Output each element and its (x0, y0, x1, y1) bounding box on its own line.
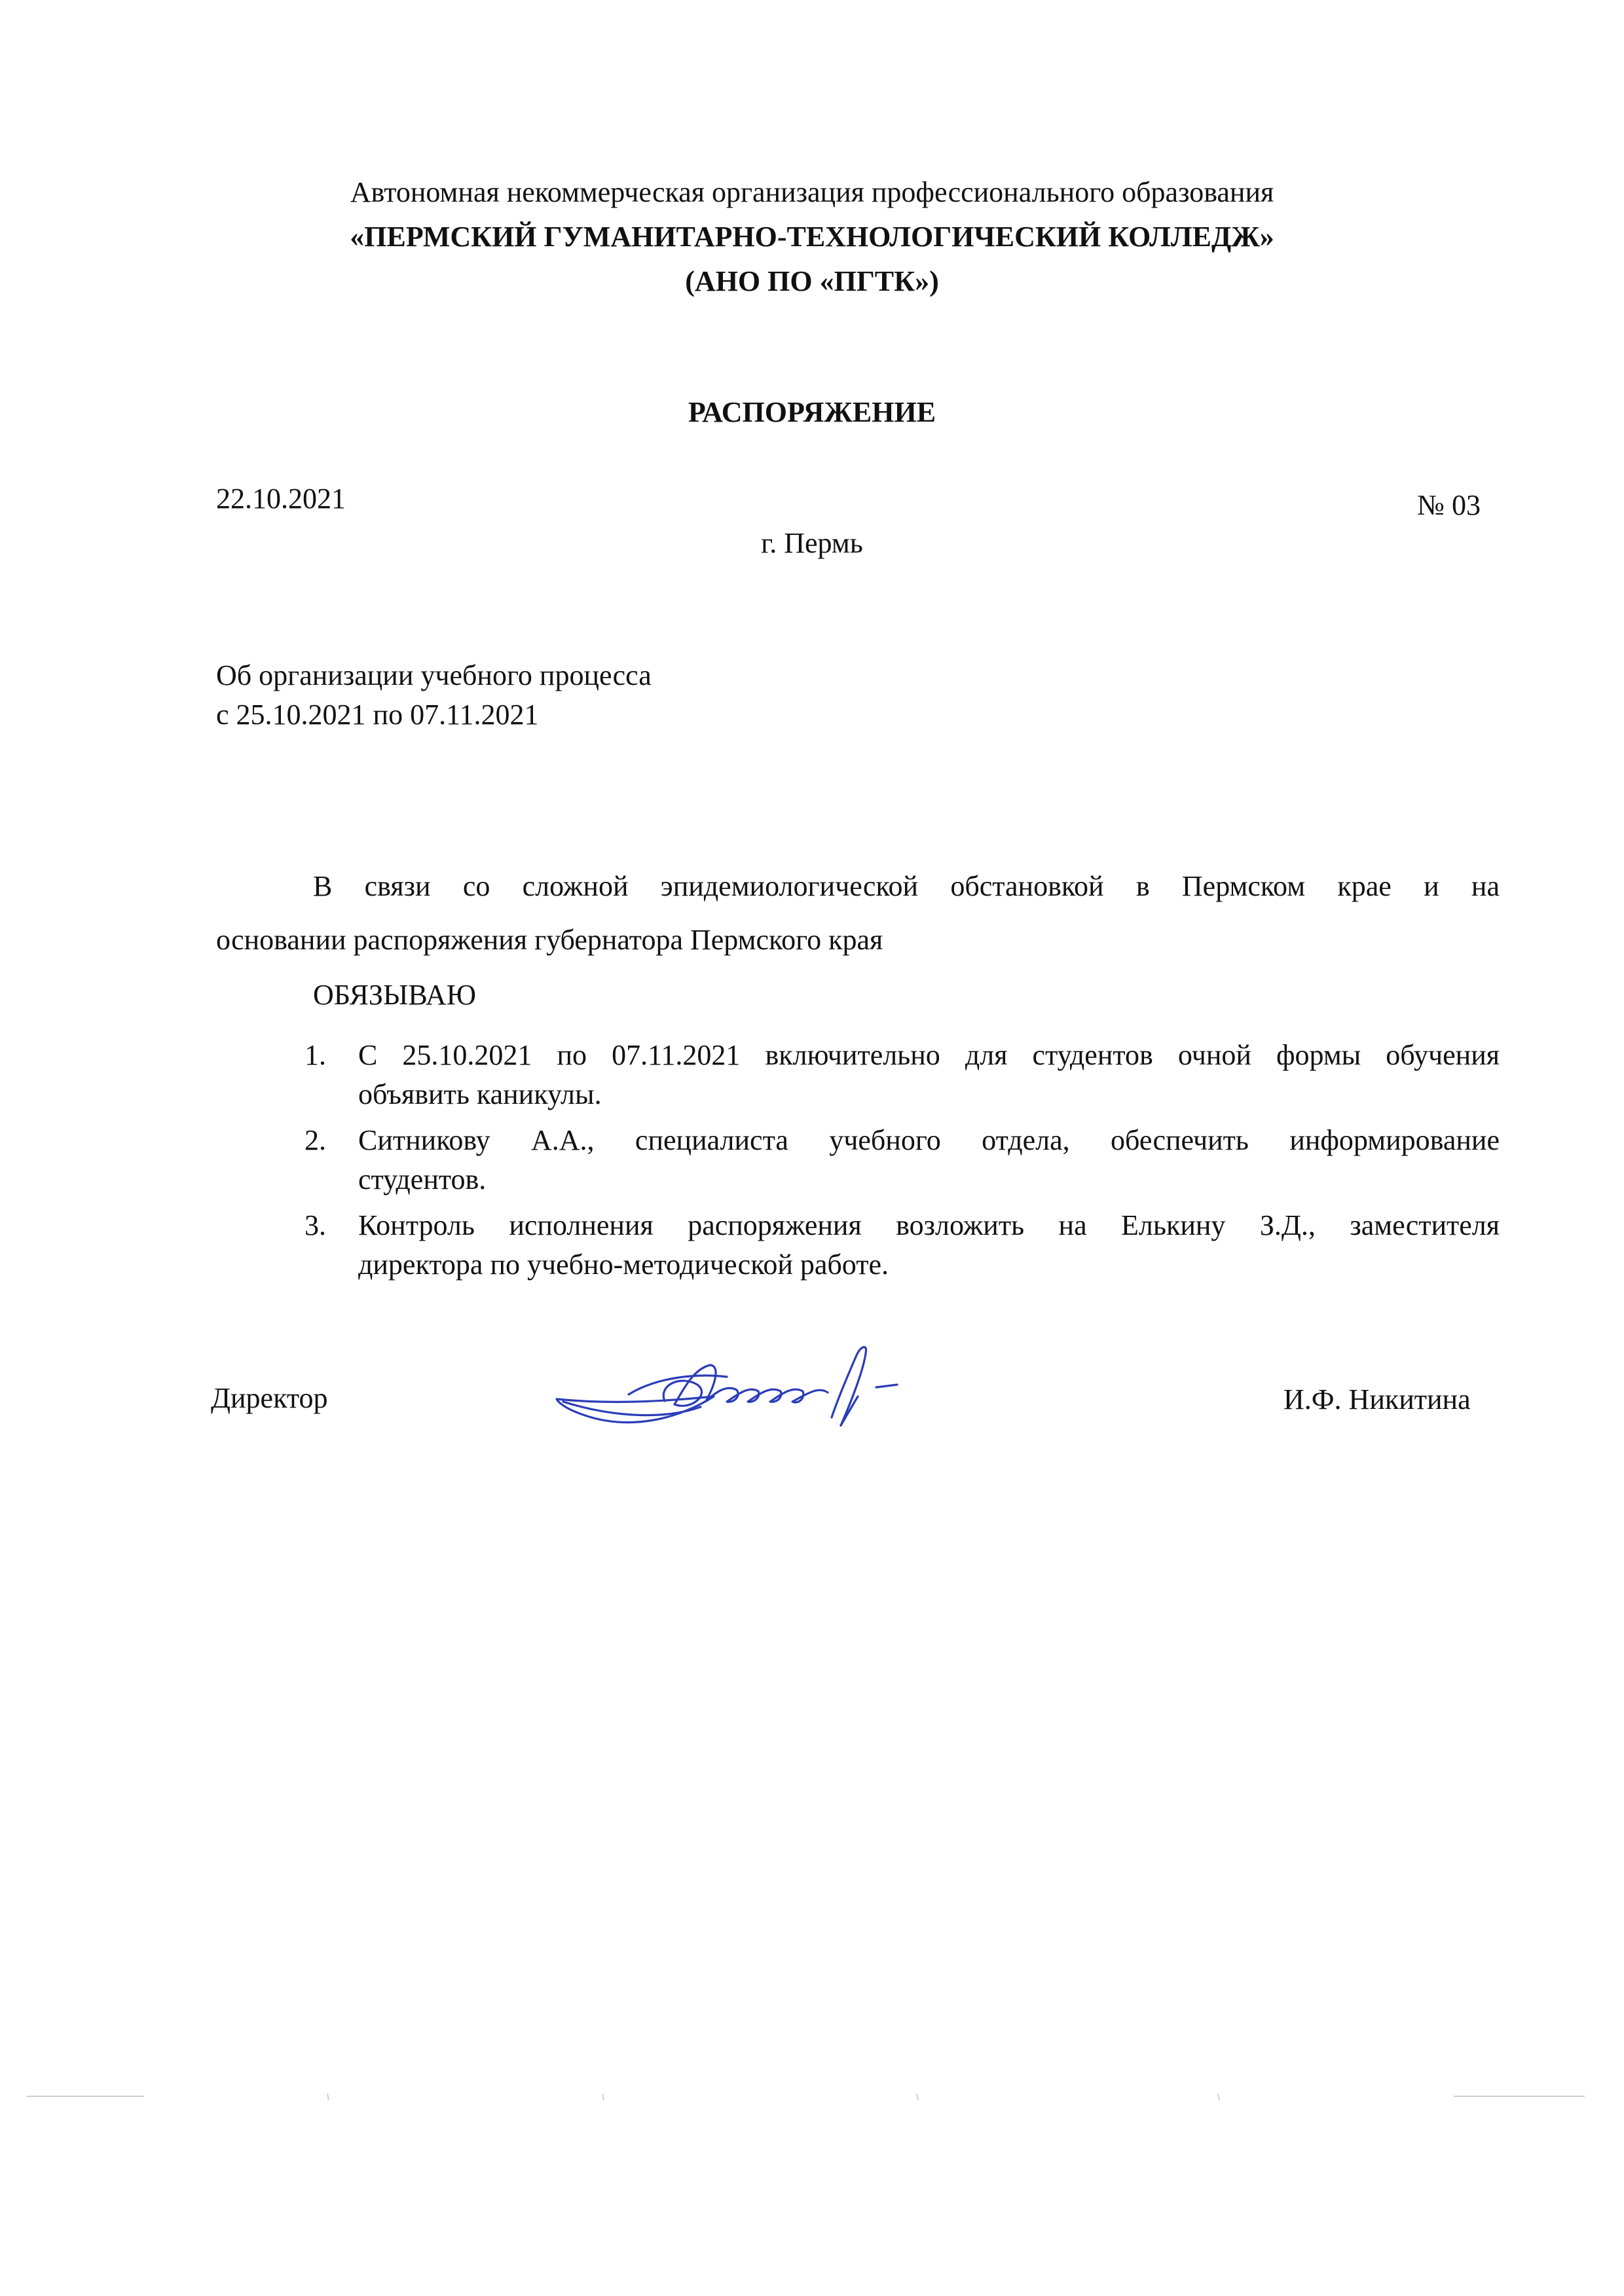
signature-stroke (563, 1402, 701, 1415)
document-date: 22.10.2021 (216, 483, 346, 515)
signature-stroke (876, 1385, 897, 1387)
list-item-text-line-1: С 25.10.2021 по 07.11.2021 включительно для студентов очной формы обучения (358, 1039, 1500, 1071)
signatory-name: И.Ф. Никитина (1283, 1383, 1471, 1415)
document-title: РАСПОРЯЖЕНИЕ (688, 396, 936, 428)
subject-line-1: Об организации учебного процесса (216, 659, 652, 691)
signatory-position: Директор (211, 1382, 328, 1414)
list-item-text-line-2: директора по учебно-методической работе. (358, 1248, 889, 1281)
list-item-text-line-1: Ситникову А.А., специалиста учебного отдела, обеспечить информирование (358, 1124, 1500, 1156)
list-item (304, 1121, 1500, 1206)
list-item (304, 1206, 1500, 1291)
signature-stroke (832, 1347, 866, 1426)
list-item-text-line-1: Контроль исполнения распоряжения возложить на Елькину З.Д., заместителя (358, 1209, 1500, 1241)
college-abbreviation: (АНО ПО «ПГТК») (685, 265, 939, 297)
subject-line-2: с 25.10.2021 по 07.11.2021 (216, 699, 539, 731)
organization-line: Автономная некоммерческая организация профессионального образования (350, 176, 1274, 208)
list-item-number: 1. (304, 1039, 326, 1071)
signature-stroke (629, 1376, 727, 1394)
signature-strokes (557, 1347, 897, 1426)
list-item-number: 2. (304, 1124, 326, 1156)
list-item-number: 3. (304, 1209, 326, 1241)
college-name: «ПЕРМСКИЙ ГУМАНИТАРНО-ТЕХНОЛОГИЧЕСКИЙ КОЛЛЕДЖ» (350, 221, 1274, 253)
scan-edge-artifacts (26, 2090, 1598, 2103)
list-item-text-line-2: объявить каникулы. (358, 1078, 602, 1110)
list-item (304, 1036, 1500, 1121)
handwritten-signature (550, 1339, 956, 1496)
directive-word: ОБЯЗЫВАЮ (313, 979, 476, 1011)
document-number: № 03 (1417, 489, 1481, 521)
list-item-text-line-2: студентов. (358, 1163, 487, 1195)
preamble-line-1: В связи со сложной эпидемиологической обстановкой в Пермском крае и на (313, 870, 1500, 902)
signature-stroke (663, 1381, 701, 1406)
document-city: г. Пермь (761, 527, 863, 559)
preamble-line-2: основании распоряжения губернатора Пермского края (216, 924, 883, 956)
